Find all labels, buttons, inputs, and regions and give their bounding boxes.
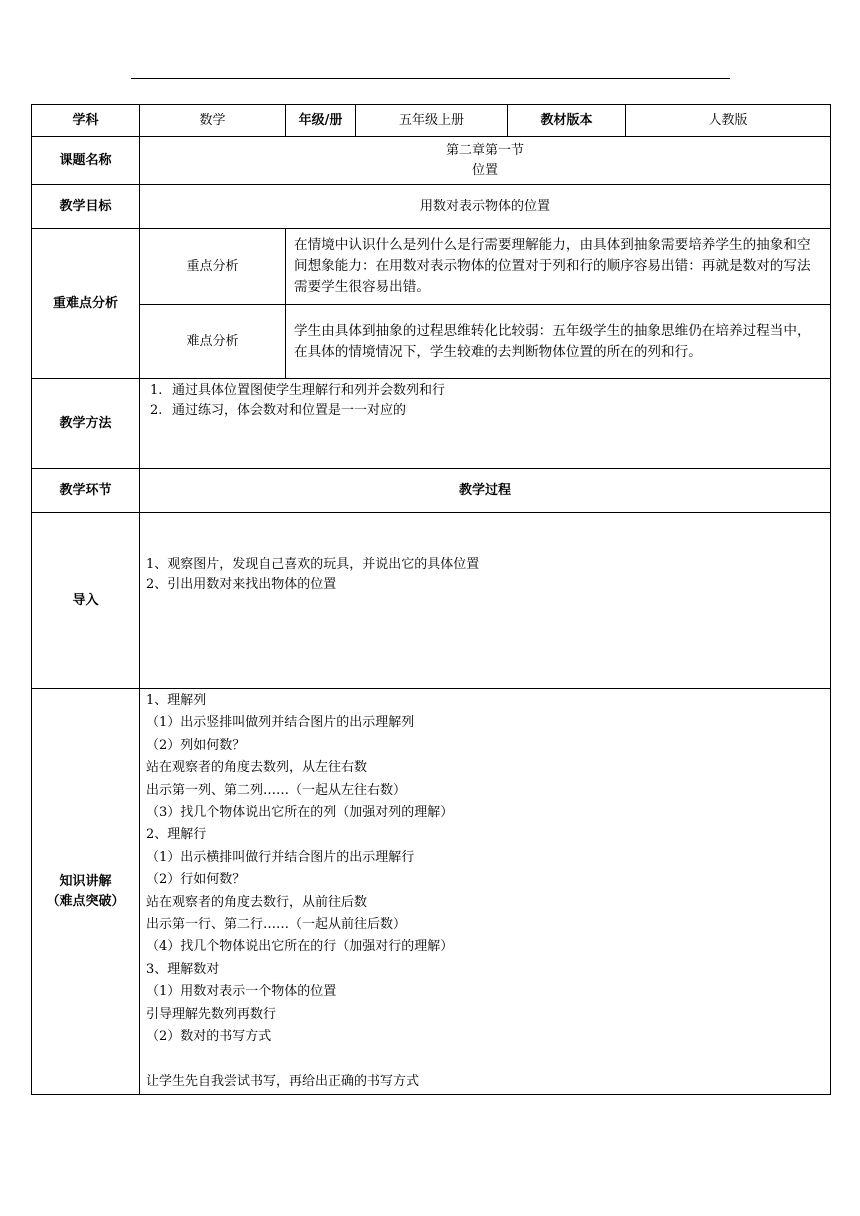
grade-label: 年级/册	[286, 105, 356, 137]
goal-label: 教学目标	[32, 185, 140, 229]
knowledge-line	[146, 1049, 824, 1071]
difficult-analysis-row	[32, 305, 831, 379]
knowledge-line: （1）出示竖排叫做列并结合图片的出示理解列	[146, 715, 415, 731]
knowledge-line: 站在观察者的角度去数列，从左往右数	[146, 760, 368, 776]
knowledge-line: （4）找几个物体说出它所在的行（加强对行的理解）	[146, 939, 454, 955]
stage-header: 教学环节	[32, 469, 140, 513]
knowledge-line: 出示第一列、第二列……（一起从左往右数）	[146, 782, 407, 798]
grade-value: 五年级上册	[356, 105, 508, 137]
difficult-analysis-label: 难点分析	[140, 305, 286, 379]
method-label: 教学方法	[32, 379, 140, 469]
knowledge-line: （1）出示横排叫做行并结合图片的出示理解行	[146, 849, 415, 865]
knowledge-line: 2、理解行	[146, 827, 207, 843]
subject-value: 数学	[140, 105, 286, 137]
key-analysis-row	[32, 229, 831, 305]
process-header-row	[32, 469, 831, 513]
knowledge-line: （1）用数对表示一个物体的位置	[146, 984, 337, 1000]
method-list	[146, 381, 824, 421]
knowledge-line: 引导理解先数列再数行	[146, 1006, 277, 1022]
intro-content	[140, 513, 831, 689]
knowledge-line: （2）数对的书写方式	[146, 1029, 272, 1045]
lesson-plan-table	[31, 104, 831, 1095]
knowledge-line: 3、理解数对	[146, 961, 220, 977]
difficult-analysis-text: 学生由具体到抽象的过程思维转化比较弱：五年级学生的抽象思维仍在培养过程当中，在具体的情境情况下，学生较难的去判断物体位置的所在的列和行。	[286, 305, 831, 379]
method-content	[140, 379, 831, 469]
topic-title: 位置	[471, 162, 498, 178]
textbook-value: 人教版	[626, 105, 831, 137]
header-row	[32, 105, 831, 137]
intro-label: 导入	[32, 513, 140, 689]
method-row	[32, 379, 831, 469]
knowledge-label: 知识讲解 （难点突破）	[32, 689, 140, 1095]
textbook-label: 教材版本	[508, 105, 626, 137]
intro-line: 2、引出用数对来找出物体的位置	[146, 577, 337, 592]
analysis-label: 重难点分析	[32, 229, 140, 379]
knowledge-line: 出示第一行、第二行……（一起从前往后数）	[146, 917, 407, 933]
goal-row	[32, 185, 831, 229]
knowledge-line: 站在观察者的角度去数行，从前往后数	[146, 894, 368, 910]
method-item: 2. 通过练习，体会数对和位置是一一对应的	[150, 403, 407, 418]
goal-value: 用数对表示物体的位置	[140, 185, 831, 229]
process-header: 教学过程	[140, 469, 831, 513]
intro-line: 1、观察图片，发现自己喜欢的玩具，并说出它的具体位置	[146, 557, 480, 572]
intro-row	[32, 513, 831, 689]
key-analysis-label: 重点分析	[140, 229, 286, 305]
knowledge-line: 1、理解列	[146, 693, 207, 708]
topic-value	[140, 137, 831, 185]
knowledge-line: 让学生先自我尝试书写，再给出正确的书写方式	[146, 1073, 420, 1089]
knowledge-content	[140, 689, 831, 1095]
topic-row	[32, 137, 831, 185]
topic-label: 课题名称	[32, 137, 140, 185]
key-analysis-text: 在情境中认识什么是列什么是行需要理解能力，由具体到抽象需要培养学生的抽象和空间想象能力：在用数对表示物体的位置对于列和行的顺序容易出错：再就是数对的写法需要学生很容易出错。	[286, 229, 831, 305]
topic-chapter: 第二章第一节	[445, 142, 524, 158]
knowledge-line: （3）找几个物体说出它所在的列（加强对列的理解）	[146, 805, 454, 821]
knowledge-line: （2）列如何数？	[146, 737, 246, 753]
subject-label: 学科	[32, 105, 140, 137]
method-item: 1. 通过具体位置图使学生理解行和列并会数列和行	[150, 383, 446, 398]
knowledge-line: （2）行如何数？	[146, 872, 246, 888]
header-rule	[131, 78, 730, 79]
knowledge-row	[32, 689, 831, 1095]
